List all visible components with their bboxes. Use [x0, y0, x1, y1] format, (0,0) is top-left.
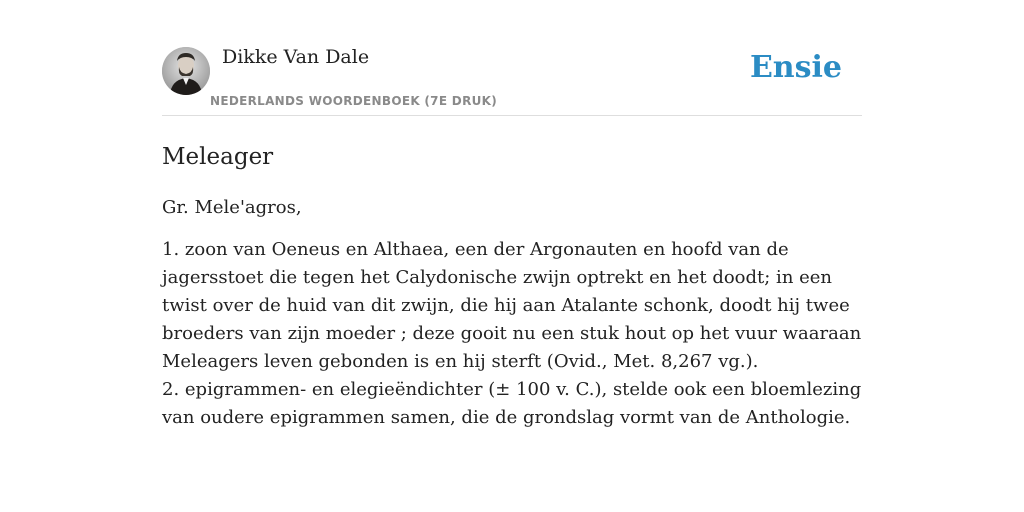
- author-name[interactable]: Dikke Van Dale: [222, 46, 370, 68]
- dictionary-source[interactable]: NEDERLANDS WOORDENBOEK (7E DRUK): [210, 94, 498, 108]
- entry-definitions: [162, 236, 862, 432]
- entry-header: [162, 40, 862, 116]
- definition-1: 1. zoon van Oeneus en Althaea, een der Argonauten en hoofd van de jagersstoet die tegen het Calydonische zwijn optrekt en het doodt; in een twist over de huid van dit zwijn, die hij aan Atalante schonk, doodt hij twee broeders van zijn moeder ; deze gooit nu een stuk hout op het vuur waaraan Meleagers leven gebonden is en hij sterft (Ovid., Met. 8,267 vg.).: [162, 239, 862, 372]
- definition-2: 2. epigrammen- en elegieëndichter (± 100 v. C.), stelde ook een bloemlezing van oudere epigrammen samen, die de grondslag vormt van de Anthologie.: [162, 379, 862, 428]
- entry-card: [162, 40, 862, 432]
- entry-title: Meleager: [162, 144, 274, 170]
- portrait-photo-icon: [162, 47, 210, 95]
- ensie-logo[interactable]: Ensie: [749, 50, 842, 85]
- entry-body: [162, 194, 862, 432]
- author-avatar[interactable]: [162, 47, 210, 95]
- entry-etymology: Gr. Mele'agros,: [162, 197, 302, 218]
